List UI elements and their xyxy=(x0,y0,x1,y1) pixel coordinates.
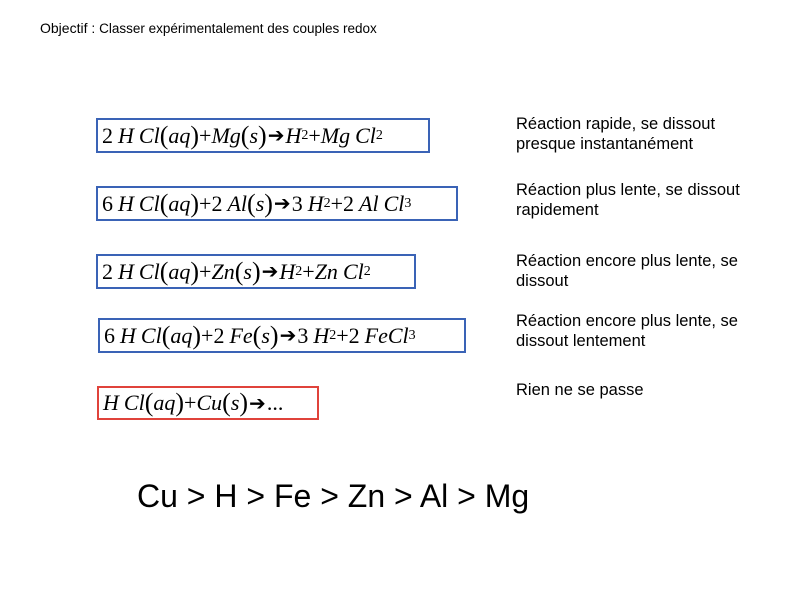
metal-symbol: Al xyxy=(359,190,379,216)
state-s: s xyxy=(261,322,270,348)
metal-symbol: Cu xyxy=(196,390,223,415)
paren: ) xyxy=(258,120,267,150)
symbol-cl: Cl xyxy=(123,390,145,415)
equation-zn: 2 H Cl ( aq ) + Zn ( s ) ➔ H 2 + Zn Cl 2 xyxy=(96,254,416,289)
state-s: s xyxy=(243,258,252,284)
paren: ) xyxy=(269,320,279,350)
reaction-arrow-icon: ➔ xyxy=(273,193,291,215)
symbol-h: H xyxy=(118,122,134,148)
paren: ) xyxy=(192,320,202,350)
coefficient: 3 xyxy=(291,190,303,216)
coefficient: 2 xyxy=(348,322,360,348)
paren: ( xyxy=(222,388,231,417)
reactivity-ranking: Cu > H > Fe > Zn > Al > Mg xyxy=(137,478,530,514)
plus-sign: + xyxy=(336,322,349,348)
coefficient: 2 xyxy=(211,190,223,216)
objective-line xyxy=(40,20,377,36)
state-aq: aq xyxy=(168,190,191,216)
description-al: Réaction plus lente, se dissout rapidement xyxy=(516,181,740,219)
paren: ) xyxy=(190,256,200,286)
symbol-cl: Cl xyxy=(342,258,364,284)
state-s: s xyxy=(255,190,265,216)
paren: ( xyxy=(144,388,154,417)
coefficient: 3 xyxy=(297,322,309,348)
paren: ) xyxy=(239,388,249,417)
paren: ) xyxy=(251,256,261,286)
symbol-h: H xyxy=(313,322,330,348)
state-aq: aq xyxy=(168,122,191,148)
equation-cu xyxy=(97,386,319,420)
plus-sign: + xyxy=(330,190,343,216)
symbol-h: H xyxy=(120,322,136,348)
description-mg: Réaction rapide, se dissout presque instantanément xyxy=(516,115,716,153)
symbol-h: H xyxy=(103,390,119,415)
symbol-h: H xyxy=(285,122,302,148)
coefficient: 6 xyxy=(102,190,113,216)
symbol-h: H xyxy=(279,258,296,284)
paren: ) xyxy=(190,120,200,150)
paren: ) xyxy=(264,188,273,218)
objective-text: Classer expérimentalement des couples redox xyxy=(99,21,377,36)
metal-symbol: Mg xyxy=(211,122,241,148)
description-cu: Rien ne se passe xyxy=(516,381,644,399)
symbol-h: H xyxy=(118,258,134,284)
symbol-cl: Cl xyxy=(387,322,409,348)
symbol-h: H xyxy=(118,190,134,216)
paren: ( xyxy=(247,188,256,218)
equation-fe: 6 H Cl ( aq ) + 2 Fe ( s ) ➔ 3 H 2 + 2 Fe Cl 3 xyxy=(98,318,466,353)
metal-symbol: Zn xyxy=(211,258,235,284)
metal-symbol: Mg xyxy=(320,122,351,148)
paren: ( xyxy=(161,320,171,350)
plus-sign: + xyxy=(199,122,212,148)
state-aq: aq xyxy=(168,258,191,284)
state-aq: aq xyxy=(170,322,193,348)
plus-sign: + xyxy=(184,390,197,415)
coefficient: 2 xyxy=(343,190,354,216)
paren: ) xyxy=(175,388,185,417)
reaction-arrow-icon: ➔ xyxy=(249,392,266,415)
plus-sign: + xyxy=(302,258,315,284)
plus-sign: + xyxy=(308,122,321,148)
plus-sign: + xyxy=(199,190,212,216)
symbol-cl: Cl xyxy=(355,122,376,148)
objective-label: Objectif : xyxy=(40,20,96,36)
plus-sign: + xyxy=(199,258,212,284)
symbol-cl: Cl xyxy=(138,258,160,284)
coefficient: 2 xyxy=(102,258,113,284)
metal-symbol: Al xyxy=(227,190,248,216)
paren: ( xyxy=(159,256,169,286)
state-s: s xyxy=(249,122,259,148)
reaction-arrow-icon: ➔ xyxy=(261,261,279,283)
symbol-cl: Cl xyxy=(383,190,405,216)
paren: ( xyxy=(252,320,262,350)
paren: ( xyxy=(240,120,250,150)
plus-sign: + xyxy=(201,322,214,348)
paren: ( xyxy=(234,256,244,286)
symbol-cl: Cl xyxy=(140,322,162,348)
metal-symbol: Fe xyxy=(229,322,253,348)
metal-symbol: Zn xyxy=(314,258,338,284)
equation-mg: 2 H Cl ( aq ) + Mg ( s ) ➔ H 2 + Mg Cl 2 xyxy=(96,118,430,153)
symbol-cl: Cl xyxy=(138,122,160,148)
metal-symbol: Fe xyxy=(364,322,388,348)
coefficient: 2 xyxy=(213,322,225,348)
reaction-arrow-icon: ➔ xyxy=(279,325,297,347)
coefficient: 6 xyxy=(104,322,115,348)
coefficient: 2 xyxy=(102,122,113,148)
paren: ( xyxy=(159,188,169,218)
paren: ( xyxy=(159,120,169,150)
state-s: s xyxy=(230,390,240,415)
description-zn: Réaction encore plus lente, se dissout xyxy=(516,252,738,290)
state-aq: aq xyxy=(153,390,176,415)
description-fe: Réaction encore plus lente, se dissout lentement xyxy=(516,312,738,350)
products-ellipsis: ... xyxy=(266,390,284,415)
paren: ) xyxy=(190,188,200,218)
symbol-h: H xyxy=(307,190,324,216)
equation-al: 6 H Cl ( aq ) + 2 Al ( s ) ➔ 3 H 2 + 2 Al Cl 3 xyxy=(96,186,458,221)
symbol-cl: Cl xyxy=(138,190,160,216)
reaction-arrow-icon: ➔ xyxy=(267,125,285,147)
